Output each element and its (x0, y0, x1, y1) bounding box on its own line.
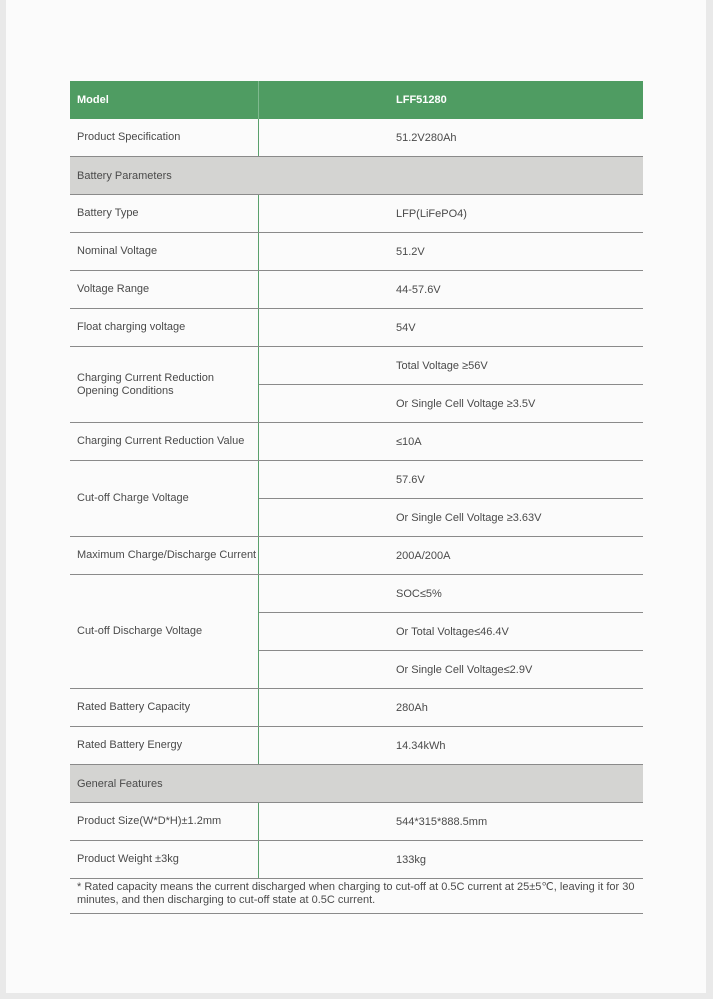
row-label: Charging Current Reduction Value (70, 423, 259, 460)
row-label: Product Weight ±3kg (70, 841, 259, 878)
row-value: 54V (396, 321, 416, 334)
table-row (70, 575, 643, 689)
table-row (70, 841, 643, 879)
table-header (70, 81, 643, 119)
row-value: ≤10A (396, 435, 422, 448)
row-value: 14.34kWh (396, 739, 446, 752)
row-values (259, 347, 643, 422)
document-page (6, 0, 706, 993)
row-value: Or Single Cell Voltage≤2.9V (396, 663, 533, 676)
row-value: Or Total Voltage≤46.4V (259, 613, 643, 651)
row-label: Product Size(W*D*H)±1.2mm (70, 803, 259, 840)
section-header-battery (70, 157, 643, 195)
row-value: 51.2V (396, 245, 425, 258)
row-values (259, 461, 643, 536)
row-value: 133kg (396, 853, 426, 866)
row-values (259, 575, 643, 688)
row-value: 51.2V280Ah (396, 131, 457, 144)
table-row (70, 195, 643, 233)
row-value: Total Voltage ≥56V (259, 347, 643, 385)
row-value: 57.6V (259, 461, 643, 499)
table-row (70, 461, 643, 537)
row-label: Product Specification (70, 119, 259, 156)
table-row (70, 347, 643, 423)
row-value: LFP(LiFePO4) (396, 207, 467, 220)
row-label: Float charging voltage (70, 309, 259, 346)
row-label: Cut-off Discharge Voltage (70, 575, 259, 688)
header-model-label: Model (70, 81, 259, 119)
header-model-value: LFF51280 (396, 94, 447, 106)
table-row (70, 233, 643, 271)
table-row (70, 271, 643, 309)
row-value: 200A/200A (396, 549, 451, 562)
table-row (70, 119, 643, 157)
row-label: Rated Battery Capacity (70, 689, 259, 726)
table-row (70, 537, 643, 575)
table-row (70, 727, 643, 765)
table-row (70, 423, 643, 461)
row-value: 44-57.6V (396, 283, 441, 296)
footnote-divider (70, 913, 643, 914)
section-header-general (70, 765, 643, 803)
row-label: Maximum Charge/Discharge Current (70, 537, 259, 574)
table-row (70, 309, 643, 347)
row-label: Battery Type (70, 195, 259, 232)
table-row (70, 689, 643, 727)
row-value: 544*315*888.5mm (396, 815, 488, 828)
row-value: Or Single Cell Voltage ≥3.5V (396, 397, 536, 410)
row-label: Rated Battery Energy (70, 727, 259, 764)
row-value: SOC≤5% (259, 575, 643, 613)
table-row (70, 803, 643, 841)
row-label: Cut-off Charge Voltage (70, 461, 259, 536)
row-label: Charging Current Reduction Opening Conditions (70, 347, 259, 422)
row-label: Nominal Voltage (70, 233, 259, 270)
section-label: General Features (77, 777, 163, 790)
spec-table (70, 81, 643, 879)
section-label: Battery Parameters (77, 169, 172, 182)
row-value: Or Single Cell Voltage ≥3.63V (396, 511, 542, 524)
footnote: * Rated capacity means the current discharged when charging to cut-off at 0.5C current at 25±5℃, leaving it for 30 minutes, and then discharging to cut-off state at 0.5C current. (77, 881, 635, 906)
row-value: 280Ah (396, 701, 428, 714)
row-label: Voltage Range (70, 271, 259, 308)
